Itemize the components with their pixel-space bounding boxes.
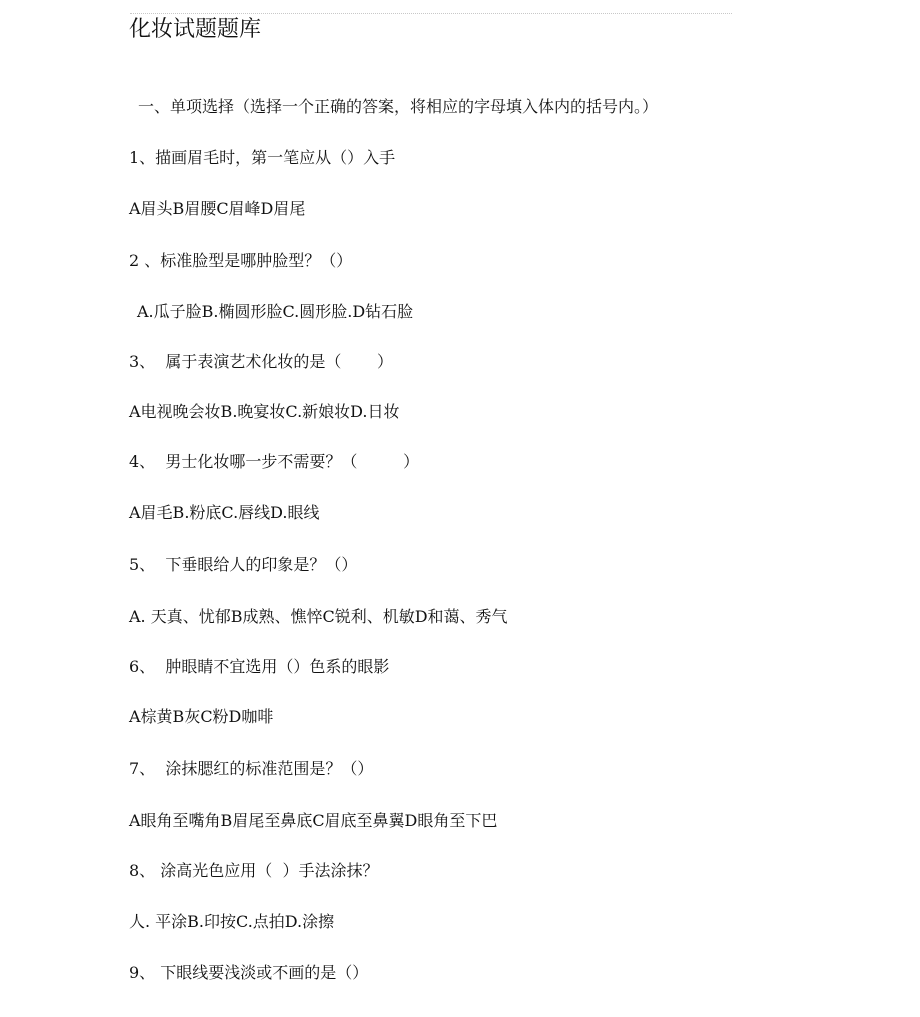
question-9: 9、 下眼线要浅淡或不画的是（） [129, 963, 369, 982]
options-2: A.瓜子脸B.椭圆形脸C.圆形脸.D钻石脸 [137, 302, 414, 321]
question-6: 6、 肿眼睛不宜选用（）色系的眼影 [129, 657, 390, 676]
question-2: 2 、标准脸型是哪肿脸型？（） [129, 251, 353, 270]
options-5: A. 天真、忧郁B成熟、憔悴C锐利、机敏D和蔼、秀气 [129, 607, 508, 626]
options-7: A眼角至嘴角B眉尾至鼻底C眉底至鼻翼D眼角至下巴 [129, 811, 498, 830]
options-8: 人. 平涂B.印按C.点拍D.涂擦 [129, 912, 335, 931]
question-7: 7、 涂抹腮红的标准范围是？（） [129, 759, 374, 778]
question-8: 8、 涂高光色应用（ ）手法涂抹？ [129, 861, 379, 880]
question-4: 4、 男士化妆哪一步不需要？（ ） [129, 452, 420, 471]
options-6: A棕黄B灰C粉D咖啡 [129, 707, 274, 726]
options-3: A电视晚会妆B.晚宴妆C.新娘妆D.日妆 [129, 402, 400, 421]
options-4: A眉毛B.粉底C.唇线D.眼线 [129, 503, 320, 522]
question-1: 1、描画眉毛时，第一笔应从（）入手 [129, 148, 396, 167]
section-heading: 一、单项选择（选择一个正确的答案，将相应的字母填入体内的括号内。） [138, 97, 659, 116]
question-5: 5、 下垂眼给人的印象是？（） [129, 555, 358, 574]
options-1: A眉头B眉腰C眉峰D眉尾 [129, 199, 306, 218]
document-title: 化妆试题题库 [129, 17, 262, 42]
question-3: 3、 属于表演艺术化妆的是（ ） [129, 352, 393, 371]
